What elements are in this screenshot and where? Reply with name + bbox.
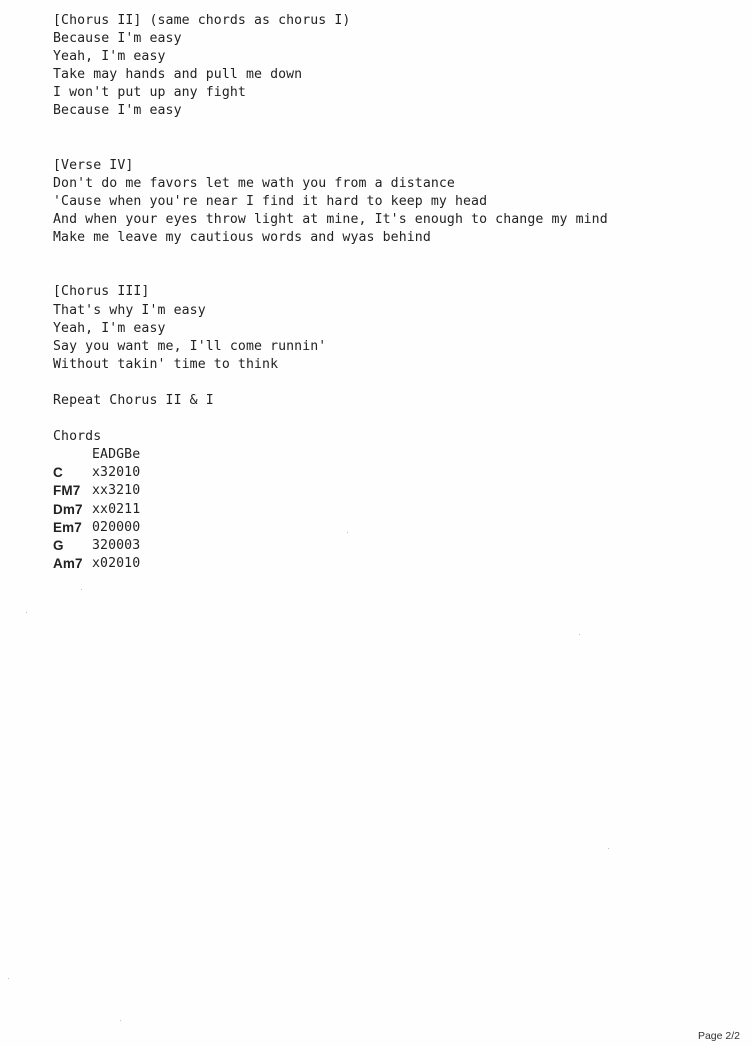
lyric-line: Take may hands and pull me down <box>53 67 303 83</box>
chord-frets: x02010 <box>92 555 141 571</box>
repeat-section <box>53 392 608 410</box>
section-header: [Chorus II] (same chords as chorus I) <box>53 13 351 28</box>
lyric-line: Don't do me favors let me wath you from a distance <box>53 175 455 191</box>
lyric-line: Make me leave my cautious words and wyas behind <box>53 230 431 246</box>
lyric-line: Without takin' time to think <box>53 356 279 372</box>
verse-4-section <box>53 157 608 247</box>
lyric-line: 'Cause when you're near I find it hard to keep my head <box>53 193 488 209</box>
chords-table <box>53 428 608 573</box>
chord-row <box>53 464 608 482</box>
scan-speck <box>347 532 348 533</box>
chorus-2-section <box>53 12 608 121</box>
chord-frets: 020000 <box>92 519 141 535</box>
page-number: Page 2/2 <box>697 1030 740 1042</box>
chord-name: Am7 <box>53 555 83 571</box>
lyric-line: That's why I'm easy <box>53 302 206 318</box>
chord-row <box>53 482 608 500</box>
chords-title: Chords <box>53 429 102 445</box>
chord-row <box>53 501 608 519</box>
scan-speck <box>608 848 609 849</box>
lyric-line: Because I'm easy <box>53 103 182 119</box>
chord-row <box>53 537 608 555</box>
chord-name: Em7 <box>53 519 82 535</box>
lyric-line: I won't put up any fight <box>53 85 246 101</box>
chord-name: G <box>53 537 64 553</box>
string-header: EADGBe <box>92 447 141 463</box>
chord-row <box>53 555 608 573</box>
lyrics-body <box>53 12 608 573</box>
chord-name: FM7 <box>53 483 81 499</box>
scan-speck <box>26 612 27 613</box>
scan-speck <box>120 1020 121 1021</box>
chord-frets: xx3210 <box>92 483 141 499</box>
lyric-line: And when your eyes throw light at mine, It's enough to change my mind <box>53 212 608 228</box>
lyric-line: Say you want me, I'll come runnin' <box>53 338 327 354</box>
lyric-line: Yeah, I'm easy <box>53 49 166 65</box>
lyric-line: Because I'm easy <box>53 31 182 47</box>
lyric-line: Yeah, I'm easy <box>53 320 166 336</box>
chord-frets: xx0211 <box>92 501 141 517</box>
scan-speck <box>8 978 9 979</box>
chord-row <box>53 519 608 537</box>
chorus-3-section <box>53 283 608 373</box>
chord-name: C <box>53 465 63 481</box>
repeat-note: Repeat Chorus II & I <box>53 392 214 408</box>
chord-frets: 320003 <box>92 537 141 553</box>
scan-speck <box>81 589 82 590</box>
section-header: [Verse IV] <box>53 157 134 173</box>
scan-speck <box>579 634 580 635</box>
chord-name: Dm7 <box>53 501 83 517</box>
chord-frets: x32010 <box>92 465 141 481</box>
section-header: [Chorus III] <box>53 284 150 300</box>
